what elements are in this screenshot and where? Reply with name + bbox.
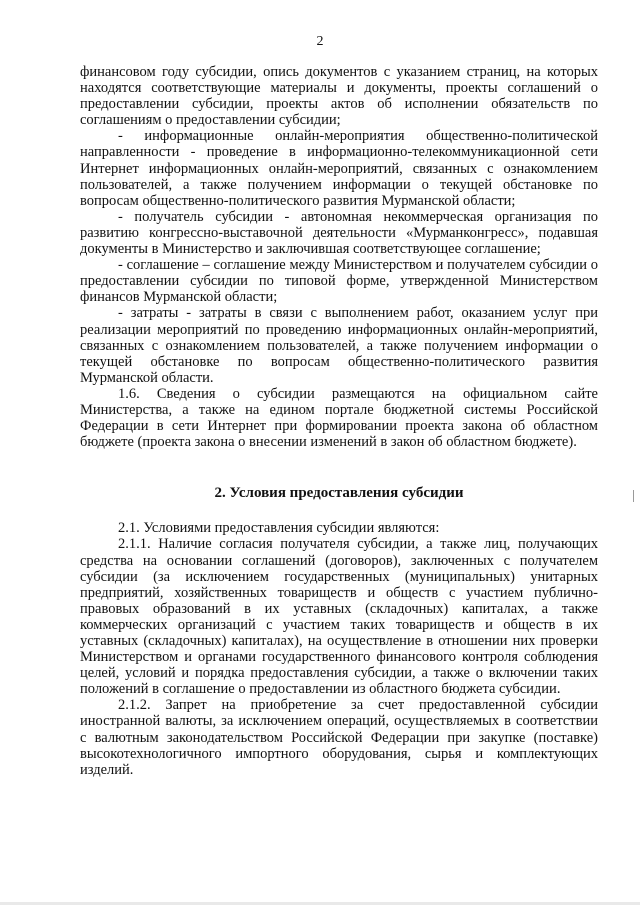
paragraph-continuation: финансовом году субсидии, опись документов с указанием страниц, на которых находятся соответствующие материалы и документы, проекты соглашений о предоставлении субсидии, проекты актов об исполнении обязательств по соглашениям о предоставлении субсидии; xyxy=(80,64,598,129)
clause-2-1-2: 2.1.2. Запрет на приобретение за счет предоставленной субсидии иностранной валюты, за исключением операций, осуществляемых в соответствии с валютным законодательством Российской Федерации при закупке (поставке) высокотехнологичного импортного оборудования, сырья и комплектующих изделий. xyxy=(80,697,598,778)
definition-recipient: - получатель субсидии - автономная некоммерческая организация по развитию конгрессно-выставочной деятельности «Мурманконгресс», подавшая документы в Министерство и заключившая соответствующее соглашение; xyxy=(80,208,598,258)
definition-online-events: - информационные онлайн-мероприятия общественно-политической направленности - проведение в информационно-телекоммуникационной сети Интернет информационных онлайн-мероприятий, связанных с ознакомлением пользователей, а также получением информации о текущей обстановке по вопросам общественно-политического развития Мурманской области; xyxy=(80,128,598,209)
clause-1-6: 1.6. Сведения о субсидии размещаются на официальном сайте Министерства, а также на едином портале бюджетной системы Российской Федерации в сети Интернет при формировании проекта закона об областном бюджете (проекта закона о внесении изменений в закон об областном бюджете). xyxy=(80,385,598,451)
definition-agreement: - соглашение – соглашение между Министерством и получателем субсидии о предоставлении субсидии по типовой форме, утвержденной Министерством финансов Мурманской области; xyxy=(80,257,598,306)
section-title: 2. Условия предоставления субсидии xyxy=(214,485,464,502)
definition-costs: - затраты - затраты в связи с выполнением работ, оказанием услуг при реализации мероприятий по проведению информационных онлайн-мероприятий, связанных с ознакомлением пользователей, а также получением информации о текущей обстановке по вопросам общественно-политического развития Мурманской области. xyxy=(80,305,598,386)
document-body xyxy=(80,64,598,778)
clause-2-1-1: 2.1.1. Наличие согласия получателя субсидии, а также лиц, получающих средства на основании соглашений (договоров), заключенных с получателем субсидии (за исключением государственных (муниципальных) унитарных предприятий, хозяйственных товариществ и обществ с участием публично-правовых образований в их уставных (складочных) капиталах, а также коммерческих организаций с участием таких товариществ и обществ в их уставных (складочных) капиталах), на осуществление в отношении них проверки Министерством и органами государственного финансового контроля соблюдения целей, условий и порядка предоставления субсидии, а также о включении таких положений в соглашение о предоставлении из областного бюджета субсидии. xyxy=(80,536,598,698)
page-number: 2 xyxy=(316,34,324,49)
clause-2-1: 2.1. Условиями предоставления субсидии являются: xyxy=(118,520,440,537)
scan-margin-mark xyxy=(633,490,634,502)
